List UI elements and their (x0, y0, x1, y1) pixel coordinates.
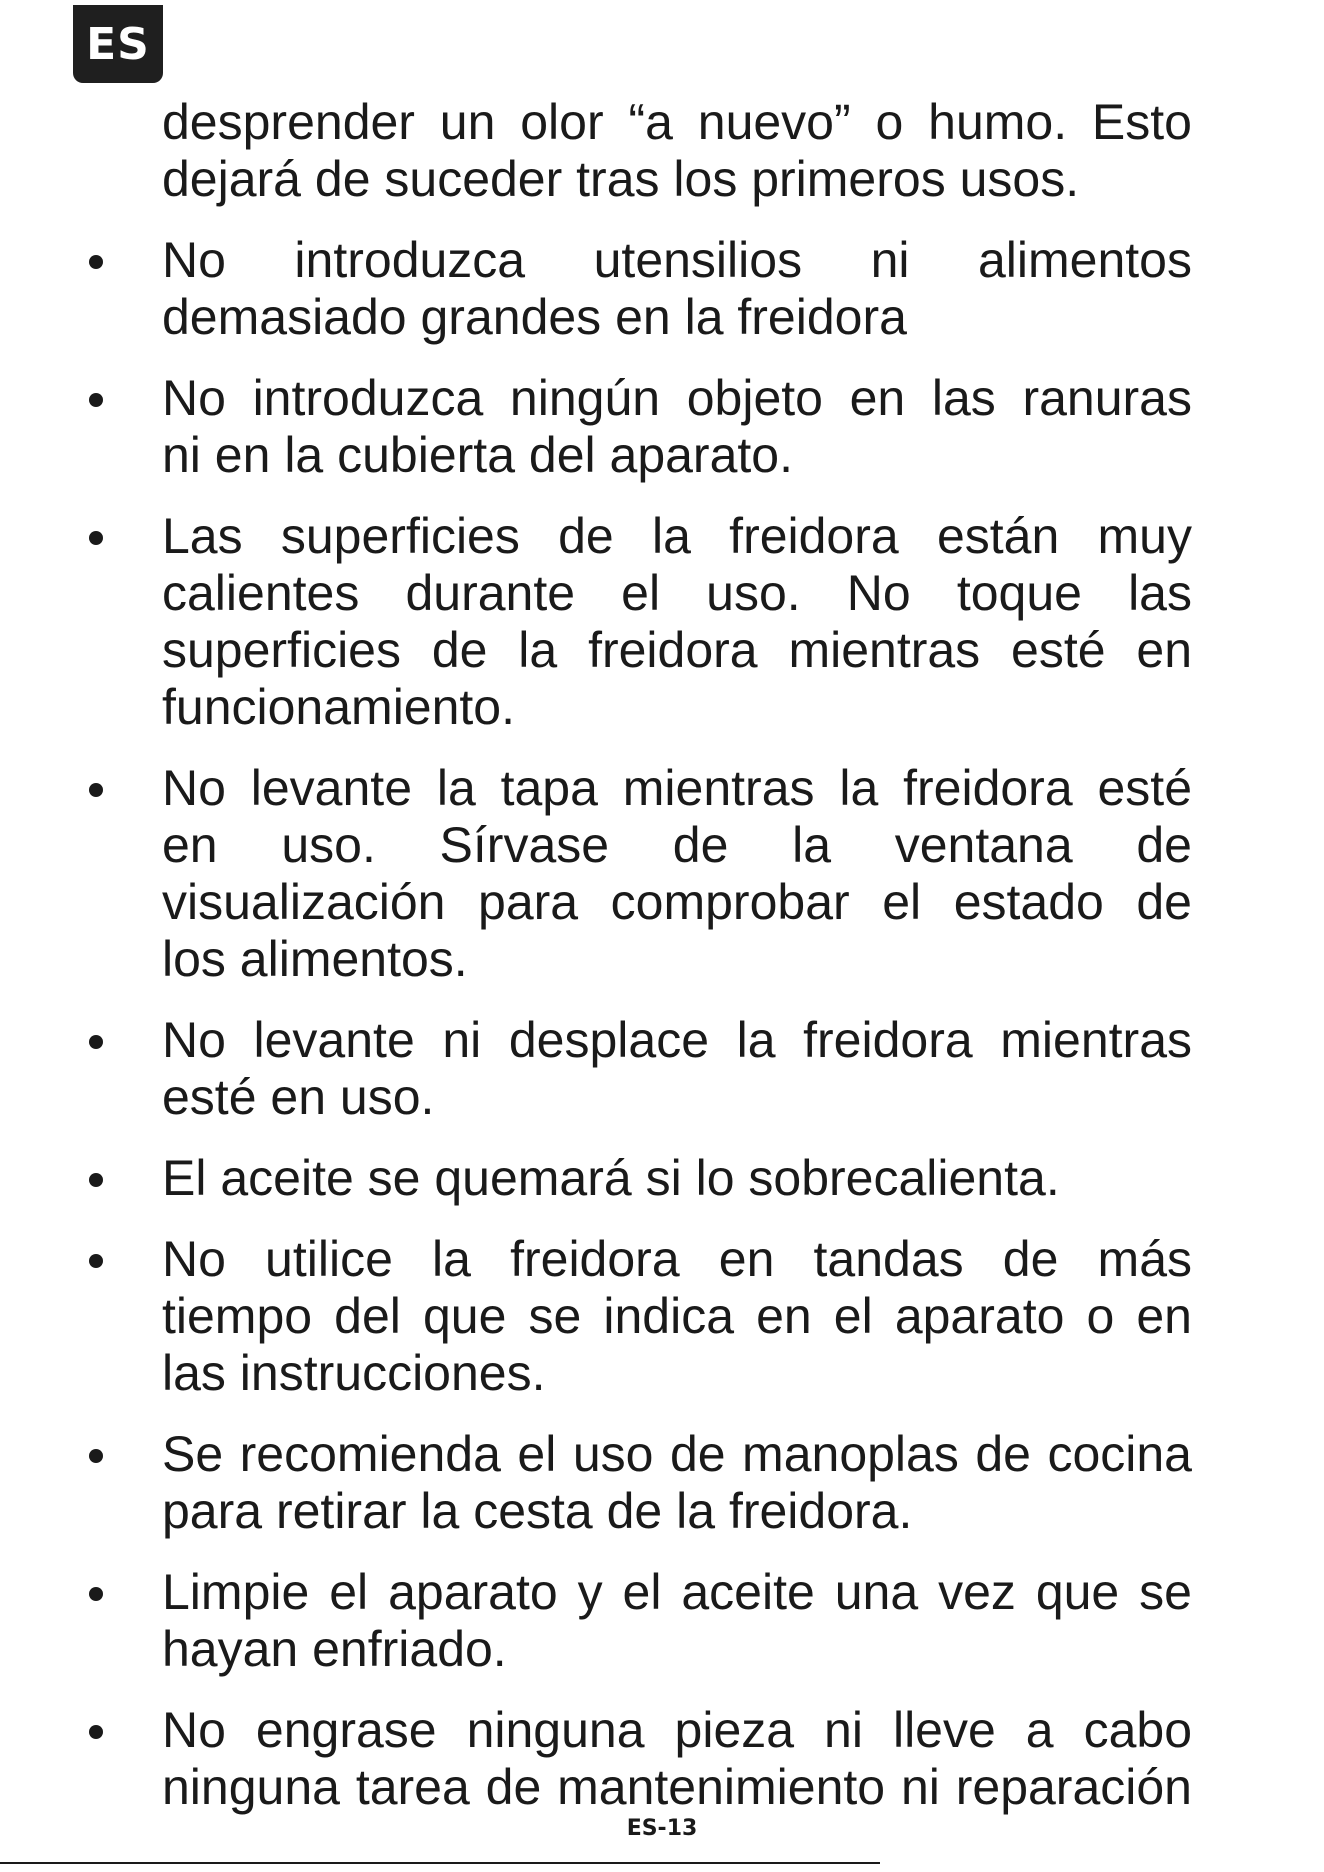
bullet-dot-icon (89, 1449, 103, 1463)
continued-paragraph (162, 94, 1192, 208)
bullet-dot-icon (89, 255, 103, 269)
text-line: Limpie el aparato y el aceite una vez que se (162, 1564, 1192, 1620)
text-line: El aceite se quemará si lo sobrecalienta. (162, 1150, 1060, 1206)
bullet-item (162, 1702, 1192, 1816)
text-line: visualización para comprobar el estado de (162, 874, 1192, 930)
language-badge: ES (73, 5, 163, 83)
bullet-dot-icon (89, 531, 103, 545)
text-line: demasiado grandes en la freidora (162, 289, 907, 345)
bullet-dot-icon (89, 1725, 103, 1739)
bullet-item (162, 1150, 1192, 1207)
text-line: No utilice la freidora en tandas de más (162, 1231, 1192, 1287)
text-line: tiempo del que se indica en el aparato o en (162, 1288, 1192, 1344)
text-line: Las superficies de la freidora están muy (162, 508, 1192, 564)
text-line: funcionamiento. (162, 679, 516, 735)
bullet-dot-icon (89, 1035, 103, 1049)
text-line: desprender un olor “a nuevo” o humo. Esto (162, 94, 1192, 150)
bullet-item (162, 760, 1192, 988)
bullet-dot-icon (89, 783, 103, 797)
text-line: No introduzca utensilios ni alimentos (162, 232, 1192, 288)
text-line: superficies de la freidora mientras esté en (162, 622, 1192, 678)
page-number: ES-13 (626, 1816, 698, 1841)
bullet-item (162, 1426, 1192, 1540)
bullet-item (162, 232, 1192, 346)
bullet-item (162, 1012, 1192, 1126)
text-line: hayan enfriado. (162, 1621, 507, 1677)
text-line: No levante la tapa mientras la freidora esté (162, 760, 1192, 816)
text-line: dejará de suceder tras los primeros usos. (162, 151, 1080, 207)
bullet-item (162, 1231, 1192, 1402)
bullet-item (162, 1564, 1192, 1678)
bullet-item (162, 370, 1192, 484)
text-line: las instrucciones. (162, 1345, 546, 1401)
text-line: No engrase ninguna pieza ni lleve a cabo (162, 1702, 1192, 1758)
text-line: No levante ni desplace la freidora mientras (162, 1012, 1192, 1068)
text-line: esté en uso. (162, 1069, 435, 1125)
text-line: ni en la cubierta del aparato. (162, 427, 793, 483)
bottom-divider (0, 1862, 880, 1864)
text-line: Se recomienda el uso de manoplas de cocina (162, 1426, 1192, 1482)
text-line: No introduzca ningún objeto en las ranuras (162, 370, 1192, 426)
bullet-item (162, 508, 1192, 736)
bullet-dot-icon (89, 1587, 103, 1601)
text-line: en uso. Sírvase de la ventana de (162, 817, 1192, 873)
bullet-dot-icon (89, 1254, 103, 1268)
text-line: calientes durante el uso. No toque las (162, 565, 1192, 621)
bullet-dot-icon (89, 1173, 103, 1187)
text-line: ninguna tarea de mantenimiento ni reparación (162, 1759, 1192, 1815)
text-line: los alimentos. (162, 931, 468, 987)
safety-instructions (162, 94, 1192, 1840)
bullet-dot-icon (89, 393, 103, 407)
text-line: para retirar la cesta de la freidora. (162, 1483, 913, 1539)
